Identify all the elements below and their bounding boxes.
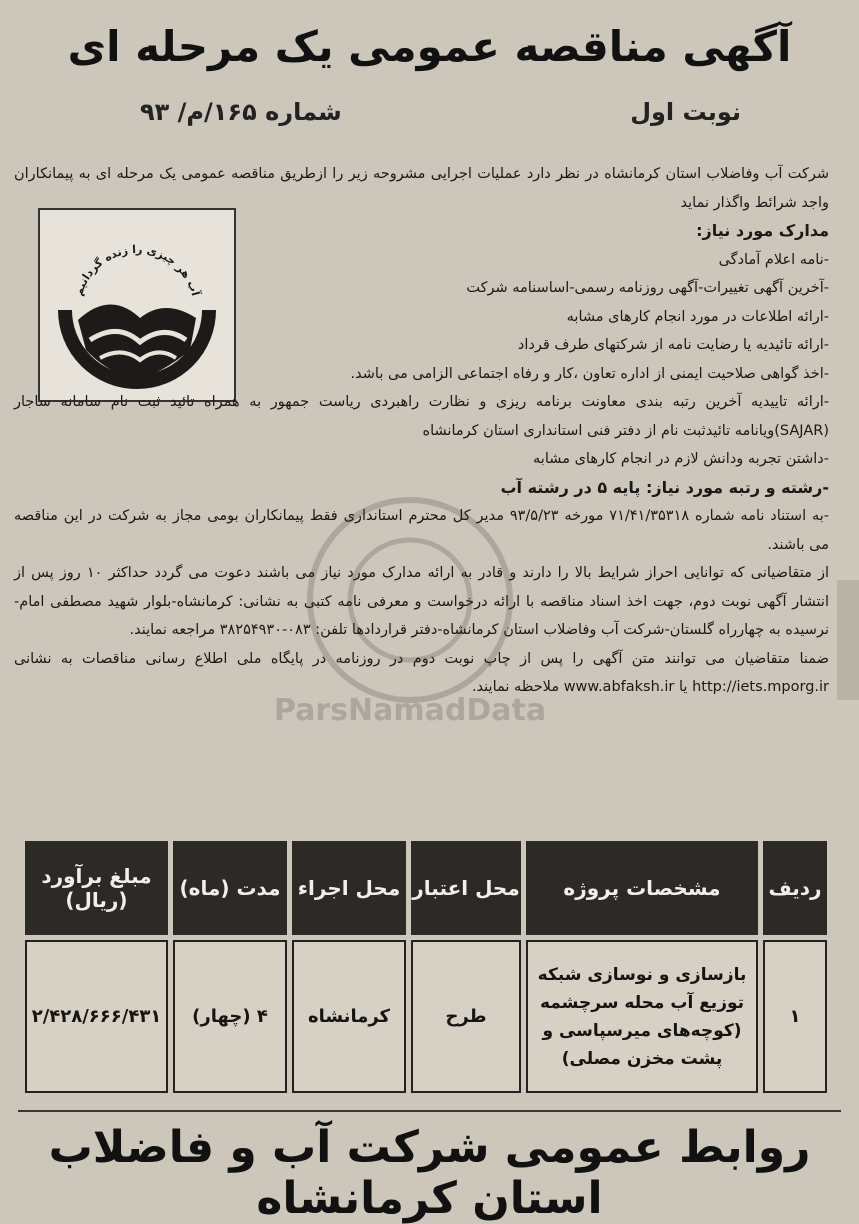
doc-item: -ارائه تاییدیه آخرین رتبه بندی معاونت برنامه ریزی و نظارت راهبردی ریاست جمهور به همراه تائید ثبت نام سامانه ساجار (SAJAR)ویانامه تائیدثبت نام از دفتر فنی استانداری استان کرمانشاه <box>14 394 829 439</box>
edge-mark <box>837 580 859 700</box>
divider <box>18 1110 841 1112</box>
header-funding: محل اعتبار <box>411 841 521 935</box>
doc-item: -ارائه تائیدیه یا رضایت نامه از شرکتهای طرف قرداد <box>517 337 829 353</box>
doc-item: -ارائه اطلاعات در مورد انجام کارهای مشابه <box>566 308 829 325</box>
intro-paragraph: شرکت آب وفاضلاب استان کرمانشاه در نظر دارد عملیات اجرایی مشروحه زیر را ازطریق مناقصه عمومی یک مرحله ای به پیمانکاران واجد شرائط واگذار نماید <box>14 166 829 211</box>
header-duration: مدت (ماه) <box>173 841 287 935</box>
ad-title: آگهی مناقصه عمومی یک مرحله ای <box>67 22 792 71</box>
grade-requirement: -رشته و رتبه مورد نیاز: پایه ۵ در رشته آب <box>500 477 829 497</box>
cell-project: بازسازی و نوسازی شبکه توزیع آب محله سرچشمه (کوچه‌های میرسپاسی و پشت مخزن مصلی) <box>526 940 758 1093</box>
doc-item: -نامه اعلام آمادگی <box>718 251 829 268</box>
documents-heading: مدارک مورد نیاز: <box>696 221 829 240</box>
header-project: مشخصات پروژه <box>526 841 758 935</box>
project-table <box>20 836 832 1098</box>
doc-item: -آخرین آگهی تغییرات-آگهی روزنامه رسمی-اساسنامه شرکت <box>466 280 829 296</box>
website-paragraph: ضمنا متقاضیان می توانند متن آگهی را پس از چاپ نوبت دوم در روزنامه در پایگاه ملی اطلاع رسانی مناقصات به نشانی http://iets.mporg.ir یا www.abfaksh.ir ملاحظه نمایند. <box>14 650 829 695</box>
footer-signature: روابط عمومی شرکت آب و فاضلاب استان کرمانشاه <box>48 1122 811 1224</box>
doc-item: -اخذ گواهی صلاحیت ایمنی از اداره تعاون ،کار و رفاه اجتماعی الزامی می باشد. <box>350 365 829 382</box>
cell-location: کرمانشاه <box>292 940 406 1093</box>
round-label: نوبت اول <box>630 98 741 126</box>
cell-row-number: ۱ <box>763 940 827 1093</box>
table-row <box>25 940 827 1093</box>
doc-item: -داشتن تجربه ودانش لازم در انجام کارهای مشابه <box>533 451 829 467</box>
watermark-text: ParsNamadData <box>273 693 547 728</box>
documents-section <box>14 217 829 360</box>
local-contractor-note: -به استناد نامه شماره ۷۱/۴۱/۳۵۳۱۸ مورخه ۹۳/۵/۲۳ مدیر کل محترم استانداری فقط پیمانکاران بومی مجاز به شرکت در این مناقصه می باشند. <box>14 508 830 553</box>
cell-funding: طرح <box>411 940 521 1093</box>
logo-slogan: آب هر چیزی را زنده گردانیم <box>71 242 203 298</box>
cell-duration: ۴ (چهار) <box>173 940 287 1093</box>
watermark-logo-icon <box>240 480 580 740</box>
cell-estimate: ۲/۴۲۸/۶۶۶/۴۳۱ <box>25 940 168 1093</box>
header-estimate: مبلغ برآورد (ریال) <box>25 841 168 935</box>
invitation-paragraph: از متقاضیانی که توانایی احراز شرایط بالا را دارند و قادر به ارائه مدارک مورد نیاز می باشند دعوت می گردد حداکثر ۱۰ روز پس از انتشار آگهی نوبت دوم، جهت اخذ اسناد مناقصه با ارائه درخواست و معرفی نامه کتبی به نشانی: کرمانشاه-بلوار شهید مصطفی امام-نرسیده به چهارراه گلستان-شرکت آب وفاضلاب استان کرمانشاه-دفتر قراردادها تلفن: ۰۸۳-۳۸۲۵۴۹۳۰ مراجعه نمایند. <box>14 565 829 638</box>
header-row-number: ردیف <box>763 841 827 935</box>
header-location: محل اجراء <box>292 841 406 935</box>
table-header-row <box>25 841 827 935</box>
ad-number: شماره ۱۶۵/م/ ۹۳ <box>140 98 342 126</box>
